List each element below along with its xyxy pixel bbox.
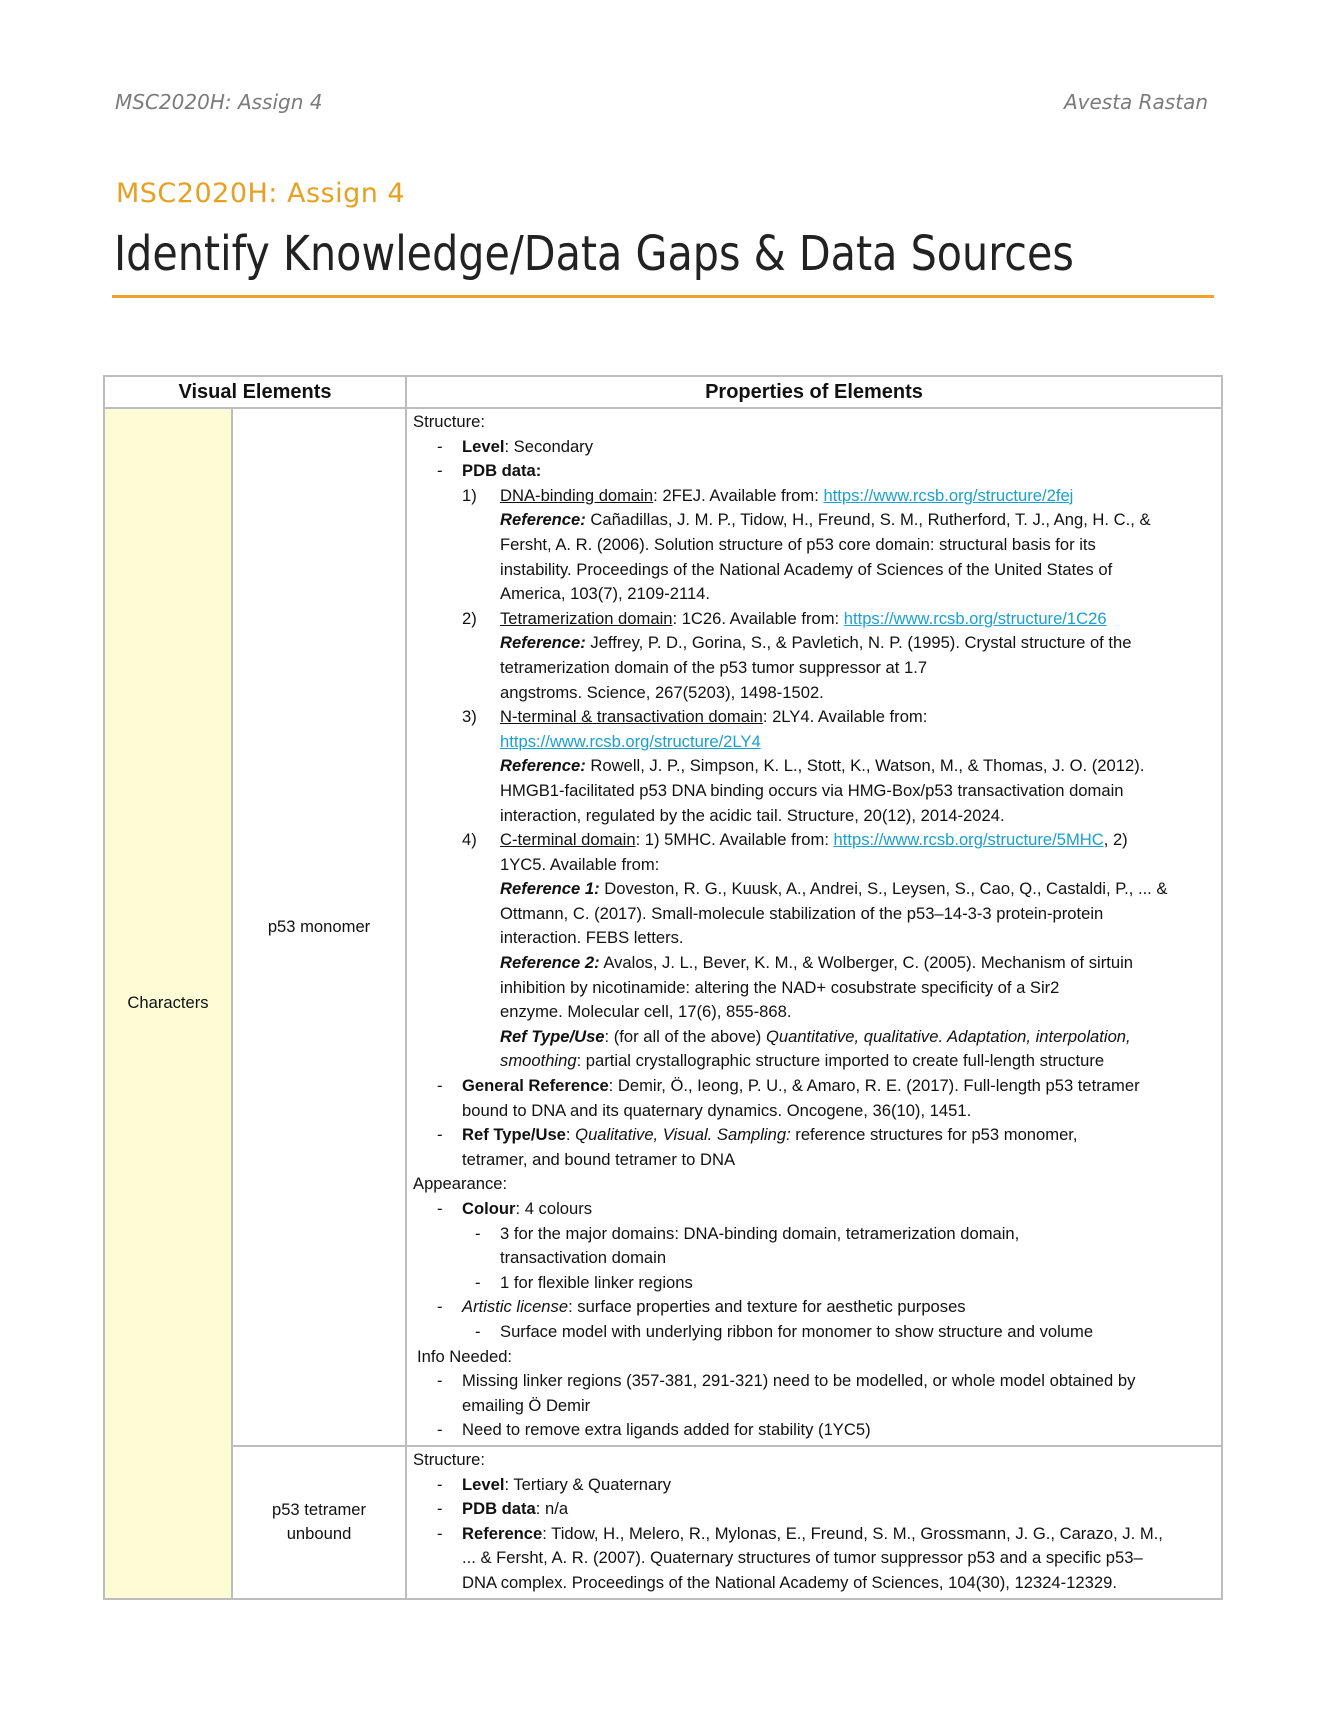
general-reference-cont: bound to DNA and its quaternary dynamics. Oncogene, 36(10), 1451.: [462, 1100, 972, 1120]
reference-text: instability. Proceedings of the National Academy of Sciences of the United States of: [500, 559, 1113, 579]
general-reference-item: - General Reference: Demir, Ö., Ieong, P. U., & Amaro, R. E. (2017). Full-length p53 tetramer: [413, 1074, 1213, 1099]
info-item: - Missing linker regions (357-381, 291-321) need to be modelled, or whole model obtained by: [413, 1369, 1213, 1394]
pdb-data-item: - PDB data: n/a: [413, 1497, 1213, 1522]
reference-text: Reference: Jeffrey, P. D., Gorina, S., & Pavletich, N. P. (1995). Crystal structure of the: [500, 633, 1132, 653]
table-row: [104, 408, 1222, 1446]
column-header-properties: Properties of Elements: [406, 376, 1222, 408]
level-item: - Level: Secondary: [413, 435, 1213, 460]
colour-subitem: - 1 for flexible linker regions: [413, 1271, 1213, 1296]
header-author: Avesta Rastan: [1063, 90, 1208, 114]
reference-text: Fersht, A. R. (2006). Solution structure of p53 core domain: structural basis for its: [500, 534, 1096, 554]
info-item-cont: emailing Ö Demir: [462, 1395, 591, 1415]
reference-text: Ottmann, C. (2017). Small-molecule stabilization of the p53–14-3-3 protein-protein: [500, 903, 1104, 923]
reference-text: Reference: Rowell, J. P., Simpson, K. L., Stott, K., Watson, M., & Thomas, J. O. (2012).: [500, 756, 1145, 776]
column-header-visual-elements: Visual Elements: [104, 376, 406, 408]
reference-text: inhibition by nicotinamide: altering the NAD+ cosubstrate specificity of a Sir2: [500, 977, 1060, 997]
ref-type-text: Ref Type/Use: (for all of the above) Quantitative, qualitative. Adaptation, interpolation,: [500, 1026, 1131, 1046]
element-name-cell: [232, 1446, 406, 1599]
reference-text: Reference 1: Doveston, R. G., Kuusk, A., Andrei, S., Leysen, S., Cao, Q., Castaldi, P., ... &: [500, 879, 1168, 899]
reference-cont: DNA complex. Proceedings of the National Academy of Sciences, 104(30), 12324-12329.: [462, 1572, 1117, 1592]
reference-text: Reference: Cañadillas, J. M. P., Tidow, H., Freund, S. M., Rutherford, T. J., Ang, H. C., &: [500, 510, 1151, 530]
category-cell: Characters: [104, 408, 232, 1599]
structure-label: Structure:: [413, 1449, 485, 1469]
domain-item: 1) DNA-binding domain: 2FEJ. Available from: https://www.rcsb.org/structure/2fej: [462, 485, 1074, 505]
domain-item: 3) N-terminal & transactivation domain: 2LY4. Available from:: [462, 707, 928, 727]
element-name-line: unbound: [286, 1524, 352, 1544]
reference-item: - Reference: Tidow, H., Melero, R., Mylonas, E., Freund, S. M., Grossmann, J. G., Carazo, J. M.,: [413, 1522, 1213, 1547]
level-item: - Level: Tertiary & Quaternary: [413, 1473, 1213, 1498]
reference-text: Reference 2: Avalos, J. L., Bever, K. M., & Wolberger, C. (2005). Mechanism of sirtuin: [500, 953, 1134, 973]
page-title: Identify Knowledge/Data Gaps & Data Sources: [114, 226, 1074, 282]
table-header-row: [104, 376, 1222, 408]
pdb-link-2ly4[interactable]: https://www.rcsb.org/structure/2LY4: [500, 731, 761, 751]
ref-type-item: - Ref Type/Use: Qualitative, Visual. Sampling: reference structures for p53 monomer,: [413, 1123, 1213, 1148]
colour-item: - Colour: 4 colours: [413, 1197, 1213, 1222]
info-item: - Need to remove extra ligands added for stability (1YC5): [413, 1418, 1213, 1443]
artistic-subitem: - Surface model with underlying ribbon for monomer to show structure and volume: [413, 1320, 1213, 1345]
element-name-line: p53 tetramer: [271, 1499, 367, 1519]
reference-text: America, 103(7), 2109-2114.: [500, 584, 711, 604]
pdb-link-2fej[interactable]: https://www.rcsb.org/structure/2fej: [823, 485, 1074, 505]
reference-cont: ... & Fersht, A. R. (2007). Quaternary structures of tumor suppressor p53 and a specific p53–: [462, 1548, 1143, 1568]
reference-text: tetramerization domain of the p53 tumor suppressor at 1.7: [500, 657, 928, 677]
domain-link-line: [413, 730, 1213, 755]
elements-table: [103, 375, 1223, 1600]
domain-item: 4) C-terminal domain: 1) 5MHC. Available from: https://www.rcsb.org/structure/5MHC, 2): [462, 830, 1128, 850]
domain-text: 1YC5. Available from:: [500, 854, 660, 874]
reference-text: HMGB1-facilitated p53 DNA binding occurs via HMG-Box/p53 transactivation domain: [500, 780, 1124, 800]
ref-type-text: smoothing: partial crystallographic structure imported to create full-length structure: [500, 1051, 1105, 1071]
title-divider: [112, 295, 1214, 298]
header-course: MSC2020H: Assign 4: [115, 90, 323, 114]
table-row: [104, 1446, 1222, 1599]
pdb-data-item: - PDB data:: [413, 459, 1213, 484]
colour-subitem-cont: transactivation domain: [500, 1248, 667, 1268]
reference-text: enzyme. Molecular cell, 17(6), 855-868.: [500, 1002, 792, 1022]
properties-cell: [406, 408, 1222, 1446]
reference-text: angstroms. Science, 267(5203), 1498-1502.: [500, 682, 824, 702]
artistic-license-item: - Artistic license: surface properties and texture for aesthetic purposes: [413, 1295, 1213, 1320]
properties-cell: [406, 1446, 1222, 1599]
appearance-label: Appearance:: [413, 1174, 508, 1194]
reference-text: interaction, regulated by the acidic tail. Structure, 20(12), 2014-2024.: [500, 805, 1005, 825]
ref-type-cont: tetramer, and bound tetramer to DNA: [462, 1149, 736, 1169]
element-name-cell: p53 monomer: [232, 408, 406, 1446]
course-subtitle: MSC2020H: Assign 4: [116, 178, 406, 209]
pdb-link-5mhc[interactable]: https://www.rcsb.org/structure/5MHC: [833, 830, 1104, 850]
reference-text: interaction. FEBS letters.: [500, 928, 684, 948]
info-needed-label: Info Needed:: [417, 1346, 513, 1366]
colour-subitem: - 3 for the major domains: DNA-binding domain, tetramerization domain,: [413, 1222, 1213, 1247]
structure-label: Structure:: [413, 412, 485, 431]
domain-item: 2) Tetramerization domain: 1C26. Available from: https://www.rcsb.org/structure/1C26: [462, 608, 1107, 628]
pdb-link-1c26[interactable]: https://www.rcsb.org/structure/1C26: [843, 608, 1107, 628]
